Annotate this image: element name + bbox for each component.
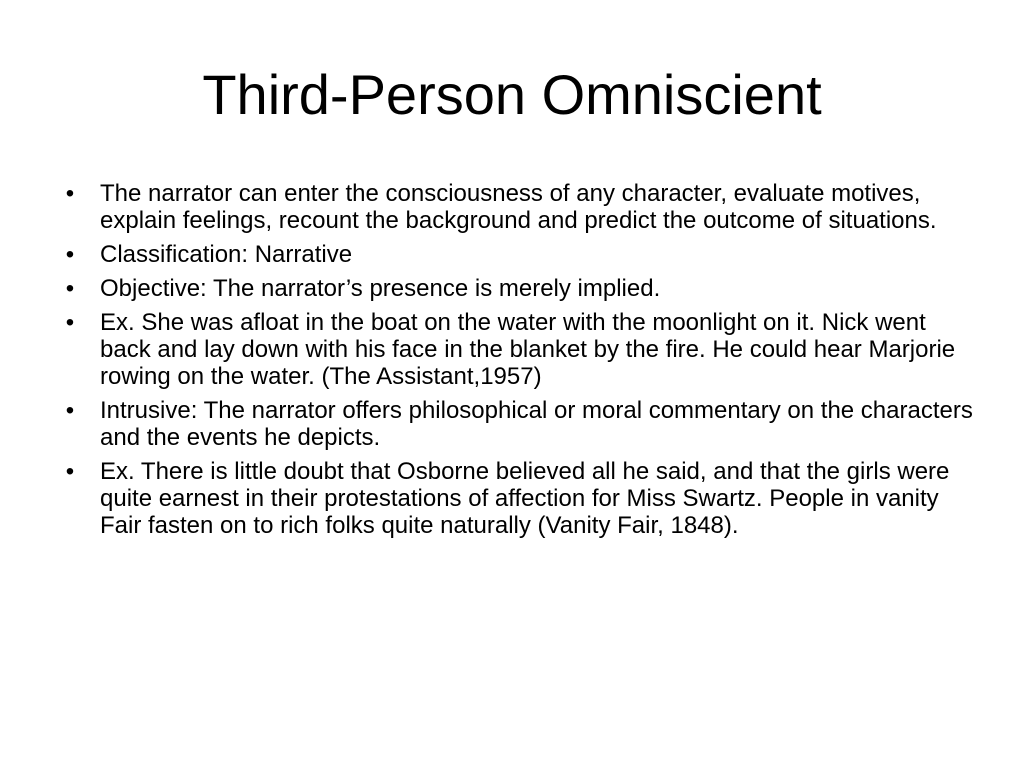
bullet-item: [65, 275, 980, 302]
bullet-text: Objective: The narrator’s presence is merely implied.: [100, 275, 661, 302]
bullet-text: Ex. There is little doubt that Osborne believed all he said, and that the girls were quite earnest in their protestations of affection for Miss Swartz. People in vanity Fair fasten on to rich folks quite naturally (Vanity Fair, 1848).: [100, 458, 950, 539]
bullet-text: Classification: Narrative: [100, 241, 353, 268]
bullet-text: The narrator can enter the consciousness of any character, evaluate motives, explain feelings, recount the background and predict the outcome of situations.: [100, 180, 937, 234]
bullet-text: Intrusive: The narrator offers philosophical or moral commentary on the characters and the events he depicts.: [100, 397, 973, 451]
bullet-item: [65, 309, 980, 390]
bullet-item: [65, 241, 980, 268]
bullet-marker: •: [65, 309, 75, 336]
bullet-marker: •: [65, 241, 75, 268]
bullet-text: Ex. She was afloat in the boat on the water with the moonlight on it. Nick went back and lay down with his face in the blanket by the fire. He could hear Marjorie rowing on the water. (The Assistant,1957): [100, 309, 956, 390]
bullet-marker: •: [65, 397, 75, 424]
slide-title: Third-Person Omniscient: [202, 63, 822, 126]
bullet-item: [65, 180, 980, 234]
bullet-marker: •: [65, 275, 75, 302]
bullet-item: [65, 397, 980, 451]
bullet-marker: •: [65, 180, 75, 207]
bullet-marker: •: [65, 458, 75, 485]
bullet-list: [65, 180, 980, 546]
bullet-item: [65, 458, 980, 539]
